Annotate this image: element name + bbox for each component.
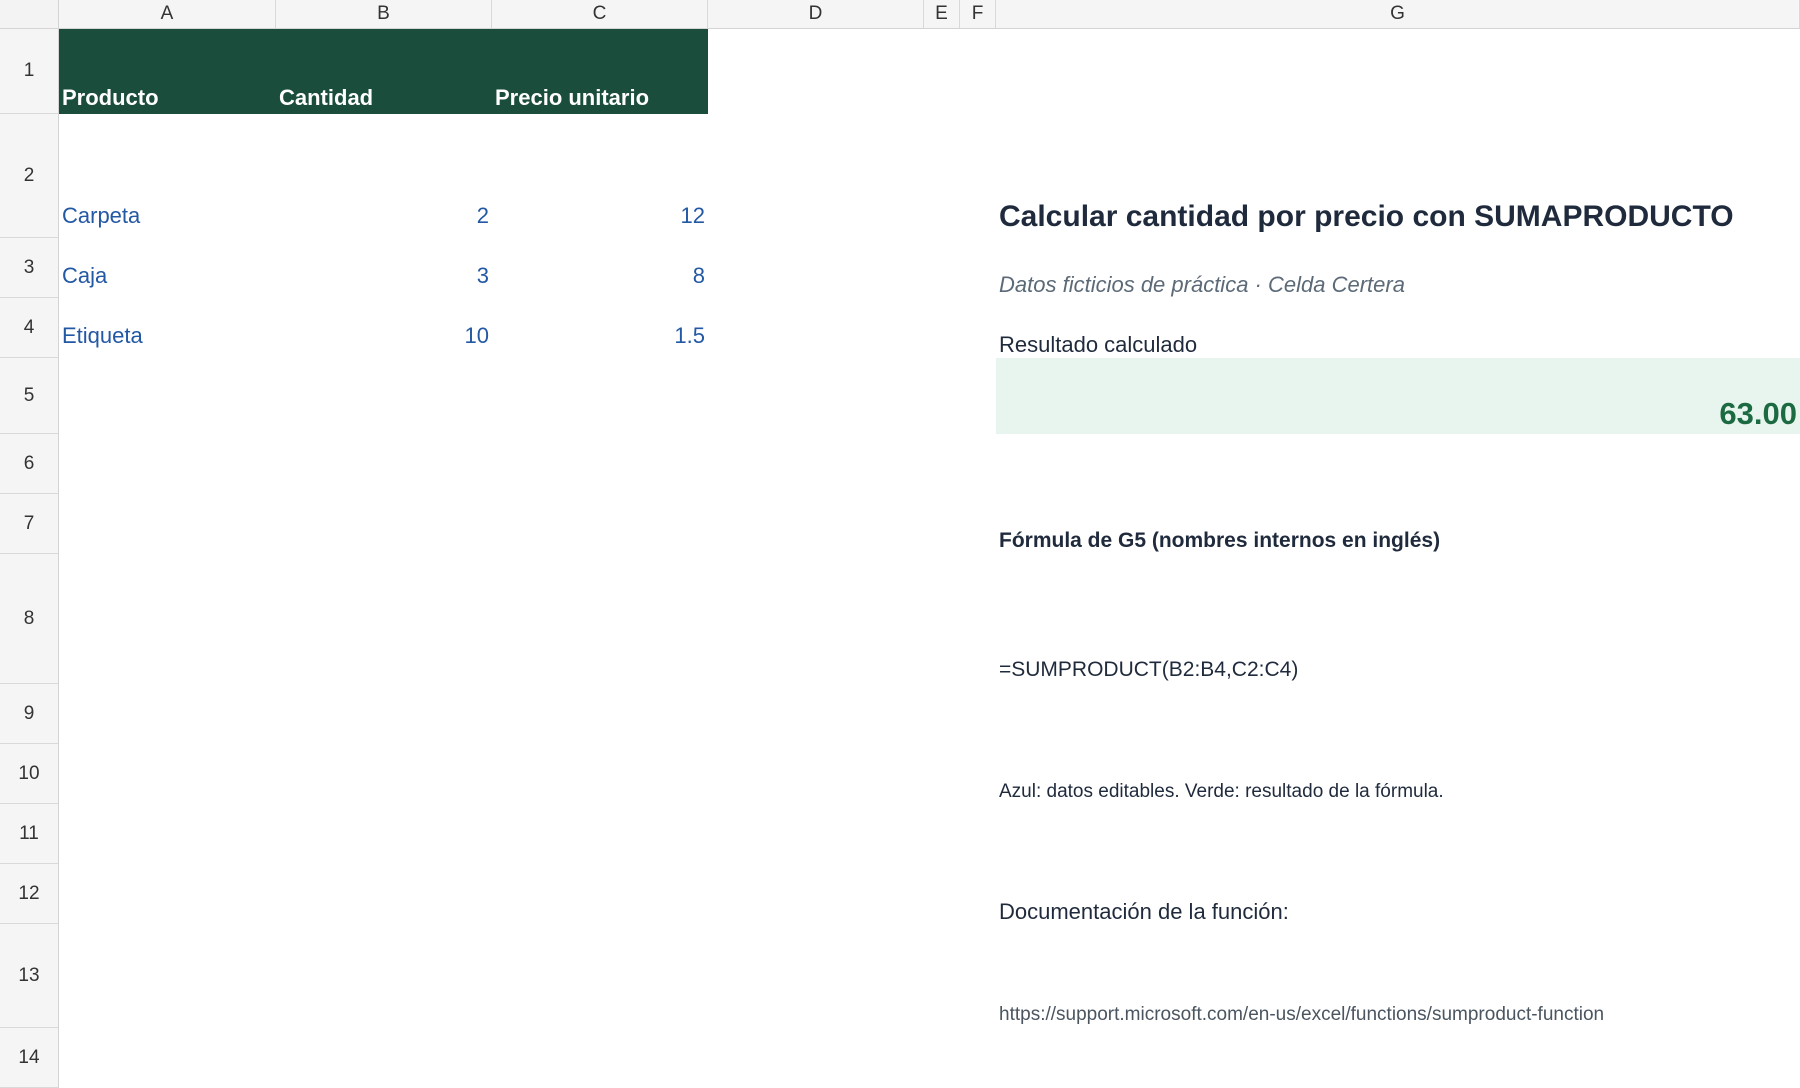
cell-a4[interactable]: Etiqueta bbox=[62, 323, 143, 348]
cell-b4[interactable]: 10 bbox=[464, 323, 489, 348]
column-header-g[interactable]: G bbox=[996, 0, 1800, 29]
cell-c2[interactable]: 12 bbox=[680, 203, 705, 228]
row-header-11[interactable]: 11 bbox=[0, 804, 59, 864]
row-header-9[interactable]: 9 bbox=[0, 684, 59, 744]
sheet-title[interactable]: Calcular cantidad por precio con SUMAPRODUCTO bbox=[999, 200, 1734, 233]
cell-c4[interactable]: 1.5 bbox=[674, 323, 705, 348]
column-header-d[interactable]: D bbox=[708, 0, 924, 29]
formula-heading[interactable]: Fórmula de G5 (nombres internos en inglés) bbox=[999, 529, 1441, 552]
header-cell-precio-unitario[interactable]: Precio unitario bbox=[495, 85, 650, 110]
row-header-6[interactable]: 6 bbox=[0, 434, 59, 494]
row-header-10[interactable]: 10 bbox=[0, 744, 59, 804]
column-header-c[interactable]: C bbox=[492, 0, 708, 29]
row-header-5[interactable]: 5 bbox=[0, 358, 59, 434]
column-header-e[interactable]: E bbox=[924, 0, 960, 29]
header-cell-cantidad[interactable]: Cantidad bbox=[279, 85, 374, 110]
header-cell-producto[interactable]: Producto bbox=[62, 85, 159, 110]
row-header-12[interactable]: 12 bbox=[0, 864, 59, 924]
row-header-3[interactable]: 3 bbox=[0, 238, 59, 298]
row-header-1[interactable]: 1 bbox=[0, 29, 59, 114]
row-header-8[interactable]: 8 bbox=[0, 554, 59, 684]
result-label[interactable]: Resultado calculado bbox=[999, 332, 1198, 357]
row-header-4[interactable]: 4 bbox=[0, 298, 59, 358]
column-header-b[interactable]: B bbox=[276, 0, 492, 29]
formula-text[interactable]: =SUMPRODUCT(B2:B4,C2:C4) bbox=[999, 658, 1299, 681]
row-header-7[interactable]: 7 bbox=[0, 494, 59, 554]
cell-b3[interactable]: 3 bbox=[476, 263, 489, 288]
row-header-2[interactable]: 2 bbox=[0, 114, 59, 238]
cell-a3[interactable]: Caja bbox=[62, 263, 108, 288]
column-header-f[interactable]: F bbox=[960, 0, 996, 29]
cell-b2[interactable]: 2 bbox=[476, 203, 489, 228]
result-cell-g5[interactable]: 63.00 bbox=[1719, 396, 1797, 431]
column-header-a[interactable]: A bbox=[59, 0, 276, 29]
color-legend-note[interactable]: Azul: datos editables. Verde: resultado de la fórmula. bbox=[999, 781, 1444, 802]
cell-a2[interactable]: Carpeta bbox=[62, 203, 141, 228]
row-header-14[interactable]: 14 bbox=[0, 1028, 59, 1088]
docs-label[interactable]: Documentación de la función: bbox=[999, 899, 1289, 924]
sheet-subtitle[interactable]: Datos ficticios de práctica · Celda Certera bbox=[999, 272, 1405, 297]
select-all-corner[interactable] bbox=[0, 0, 59, 29]
row-header-13[interactable]: 13 bbox=[0, 924, 59, 1028]
docs-link[interactable]: https://support.microsoft.com/en-us/excel/functions/sumproduct-function bbox=[999, 1004, 1605, 1025]
cell-c3[interactable]: 8 bbox=[692, 263, 705, 288]
